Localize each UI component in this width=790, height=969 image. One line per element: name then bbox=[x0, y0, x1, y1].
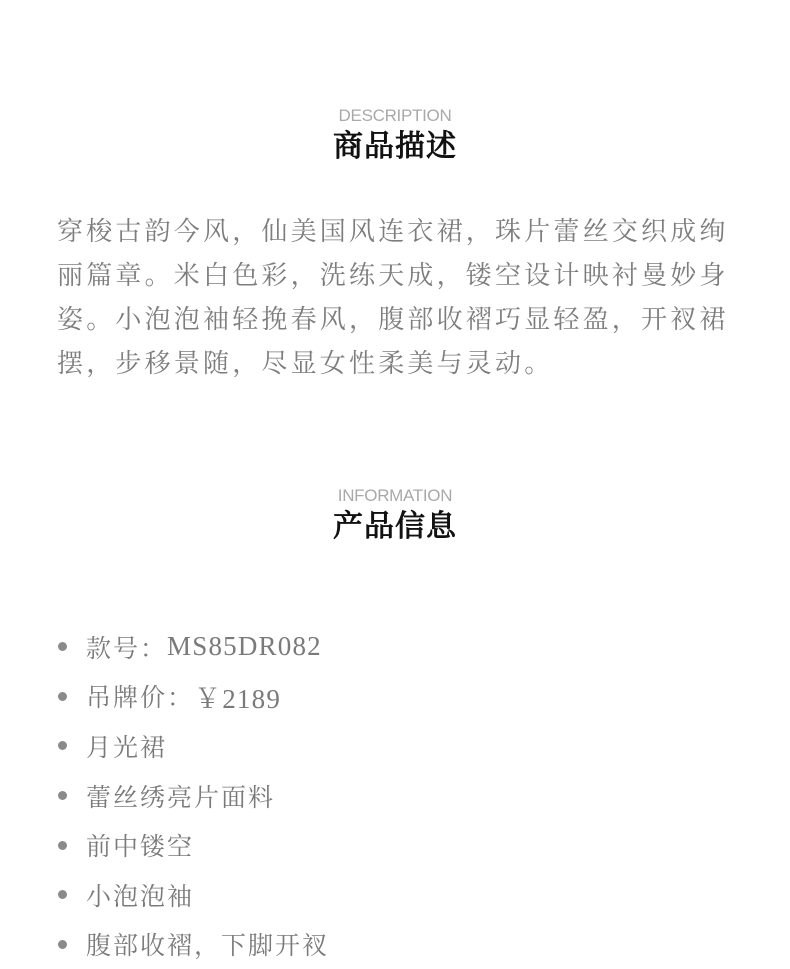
description-header bbox=[0, 106, 790, 166]
info-value: ￥2189 bbox=[194, 683, 282, 714]
description-eyebrow: DESCRIPTION bbox=[338, 106, 452, 125]
info-value: MS85DR082 bbox=[167, 631, 322, 662]
info-label: 蕾丝绣亮片面料 bbox=[86, 782, 276, 812]
bullet-icon bbox=[58, 741, 67, 750]
bullet-icon bbox=[58, 841, 67, 850]
info-label: 款号： bbox=[86, 633, 168, 663]
info-label: 月光裙 bbox=[86, 732, 168, 762]
info-item-puff-sleeve bbox=[58, 870, 329, 920]
info-label: 腹部收褶，下脚开衩 bbox=[86, 931, 330, 961]
info-item-waist-slit bbox=[58, 920, 329, 969]
information-eyebrow: INFORMATION bbox=[337, 486, 453, 505]
bullet-icon bbox=[58, 692, 67, 701]
bullet-icon bbox=[58, 642, 67, 651]
info-item-product-name bbox=[58, 721, 329, 771]
info-item-fabric bbox=[58, 771, 329, 821]
info-label: 前中镂空 bbox=[86, 832, 195, 862]
information-list bbox=[58, 622, 329, 969]
info-item-front-cutout bbox=[58, 820, 329, 870]
description-title: 商品描述 bbox=[333, 129, 457, 164]
information-header bbox=[0, 486, 790, 546]
description-text: 穿梭古韵今风，仙美国风连衣裙，珠片蕾丝交织成绚丽篇章。米白色彩，洗练天成，镂空设计映衬曼妙身姿。小泡泡袖轻挽春风，腹部收褶巧显轻盈，开衩裙摆，步移景随，尽显女性柔美与灵动。 bbox=[57, 217, 729, 379]
information-title: 产品信息 bbox=[333, 509, 457, 544]
bullet-icon bbox=[58, 940, 67, 949]
info-item-tag-price bbox=[58, 672, 329, 722]
info-label: 小泡泡袖 bbox=[86, 881, 195, 911]
info-item-style-number bbox=[58, 622, 329, 672]
bullet-icon bbox=[58, 890, 67, 899]
info-label: 吊牌价： bbox=[86, 683, 195, 713]
bullet-icon bbox=[58, 791, 67, 800]
